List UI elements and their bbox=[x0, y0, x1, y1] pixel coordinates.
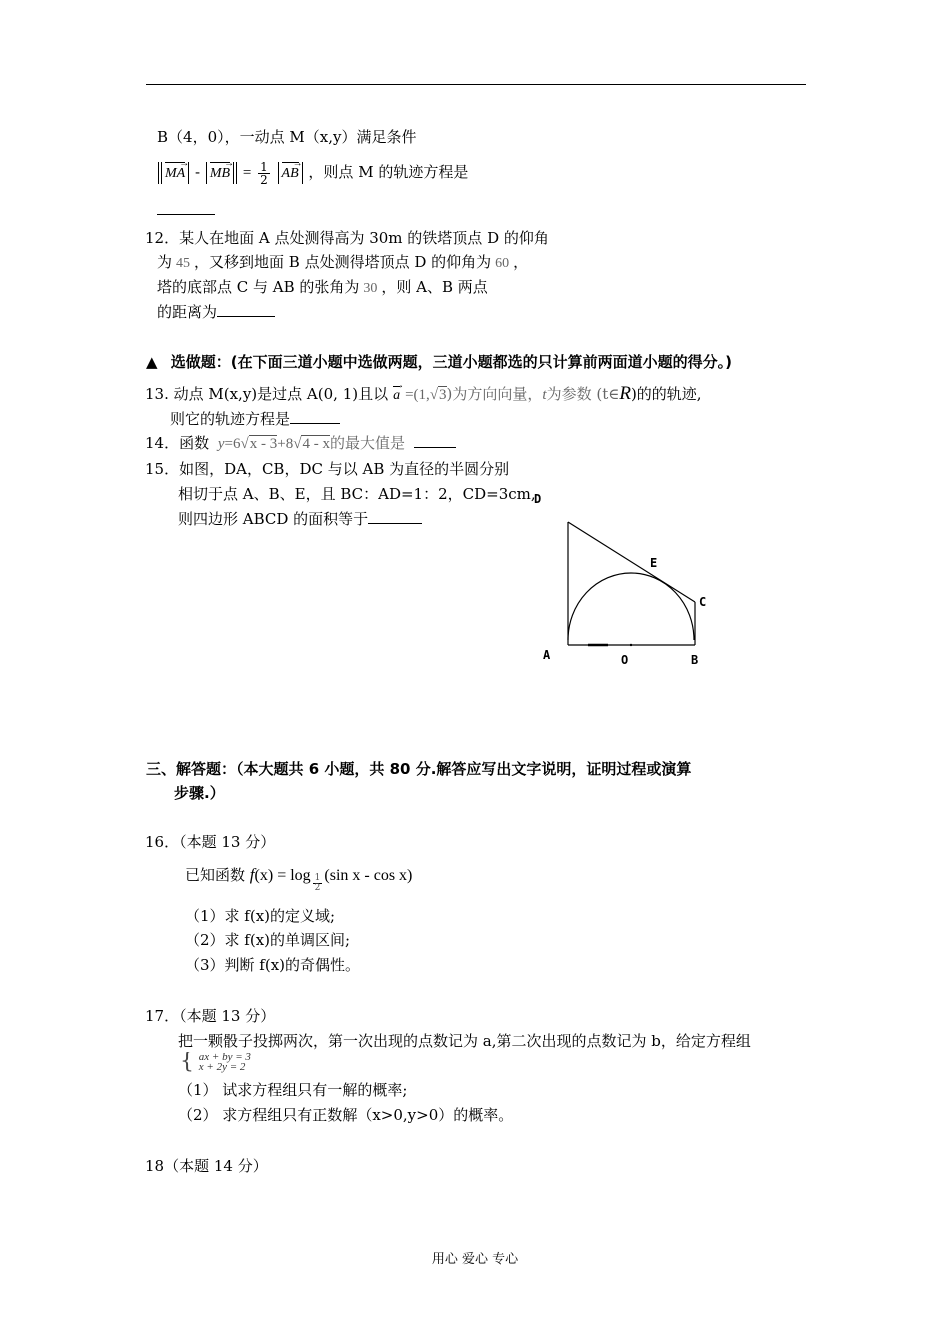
p12-line3: 塔的底部点 C 与 AB 的张角为 30 ，则 A、B 两点 bbox=[157, 278, 488, 296]
p11-tail: ，则点 M 的轨迹方程是 bbox=[308, 163, 469, 181]
p17-line1: 把一颗骰子投掷两次，第一次出现的点数记为 a,第二次出现的点数记为 b，给定方程组 bbox=[178, 1032, 751, 1050]
segment-dc bbox=[568, 522, 695, 602]
label-d: D bbox=[534, 492, 542, 506]
label-c: C bbox=[699, 595, 707, 609]
p13-line1: 13. 动点 M(x,y)是过点 A(0, 1)且以 a → =(1,√3)为方向向量，t为参数 (t∈R)的的轨迹, bbox=[145, 384, 702, 406]
p16-q3: （3）判断 f(x)的奇偶性。 bbox=[185, 956, 361, 974]
p15-line1: 15．如图，DA，CB，DC 与以 AB 为直径的半圆分别 bbox=[145, 460, 510, 478]
vector-ab: AB → bbox=[280, 162, 301, 186]
p16-head: 16．（本题 13 分） bbox=[145, 833, 276, 851]
section3-heading-line2: 步骤.） bbox=[174, 784, 225, 802]
label-a: A bbox=[543, 648, 551, 662]
triangle-icon: ▲ bbox=[146, 353, 158, 371]
p11-equals: = bbox=[242, 165, 252, 181]
label-e: E bbox=[650, 556, 658, 570]
section3-heading-line1: 三、解答题：（本大题共 6 小题，共 80 分.解答应写出文字说明，证明过程或演算 bbox=[146, 760, 692, 778]
semicircle-arc bbox=[568, 573, 694, 640]
p11-line1: B（4，0），一动点 M（x,y）满足条件 bbox=[157, 128, 417, 146]
p16-q1: （1）求 f(x)的定义域; bbox=[185, 907, 336, 925]
angle-60: 60 bbox=[495, 256, 510, 271]
p15-line2: 相切于点 A、B、E，且 BC：AD=1：2，CD=3cm, bbox=[178, 485, 536, 503]
fraction-half: $\frac{1}{2}$ bbox=[260, 159, 268, 187]
vector-a: a → bbox=[391, 386, 402, 406]
p11-equation bbox=[157, 160, 468, 186]
p11-minus: - bbox=[195, 163, 201, 181]
p14-line: 14．函数 y=6√x - 3+8√4 - x的最大值是 bbox=[145, 433, 456, 454]
geometry-figure bbox=[530, 490, 730, 675]
p12-line4: 的距离为 bbox=[157, 302, 275, 322]
header-rule bbox=[146, 84, 806, 85]
vector-mb: MB → bbox=[208, 162, 232, 186]
p16-function: 已知函数 f(x) = log $\frac{1}{2}$ (sin x - cos x) bbox=[185, 865, 413, 893]
p13-line2: 则它的轨迹方程是 bbox=[170, 409, 340, 429]
page-footer: 用心 爱心 专心 bbox=[431, 1252, 519, 1267]
p17-q2: （2） 求方程组只有正数解（x>0,y>0）的概率。 bbox=[178, 1106, 514, 1124]
label-o: O bbox=[621, 653, 629, 667]
p17-system: { ax + by = 3 x + 2y = 2 bbox=[180, 1052, 251, 1074]
p17-head: 17．（本题 13 分） bbox=[145, 1007, 276, 1025]
elective-heading: ▲ 选做题：(在下面三道小题中选做两题，三道小题都选的只计算前两面道小题的得分。) bbox=[146, 353, 732, 371]
p15-line3: 则四边形 ABCD 的面积等于 bbox=[178, 509, 422, 529]
angle-30: 30 bbox=[363, 281, 378, 296]
center-point bbox=[630, 644, 632, 646]
p12-line1: 12．某人在地面 A 点处测得高为 30m 的铁塔顶点 D 的仰角 bbox=[145, 229, 549, 247]
vector-ma: MA → bbox=[163, 162, 187, 186]
p17-q1: （1） 试求方程组只有一解的概率; bbox=[178, 1081, 408, 1099]
p11-answer-blank bbox=[157, 200, 215, 220]
p12-line2: 为 45 ，又移到地面 B 点处测得塔顶点 D 的仰角为 60 ， bbox=[157, 253, 529, 271]
p16-q2: （2）求 f(x)的单调区间; bbox=[185, 931, 351, 949]
log-base: $\frac{1}{2}$ bbox=[314, 873, 321, 893]
label-b: B bbox=[691, 653, 699, 667]
p18-head: 18（本题 14 分） bbox=[145, 1157, 268, 1175]
angle-45: 45 bbox=[176, 256, 191, 271]
